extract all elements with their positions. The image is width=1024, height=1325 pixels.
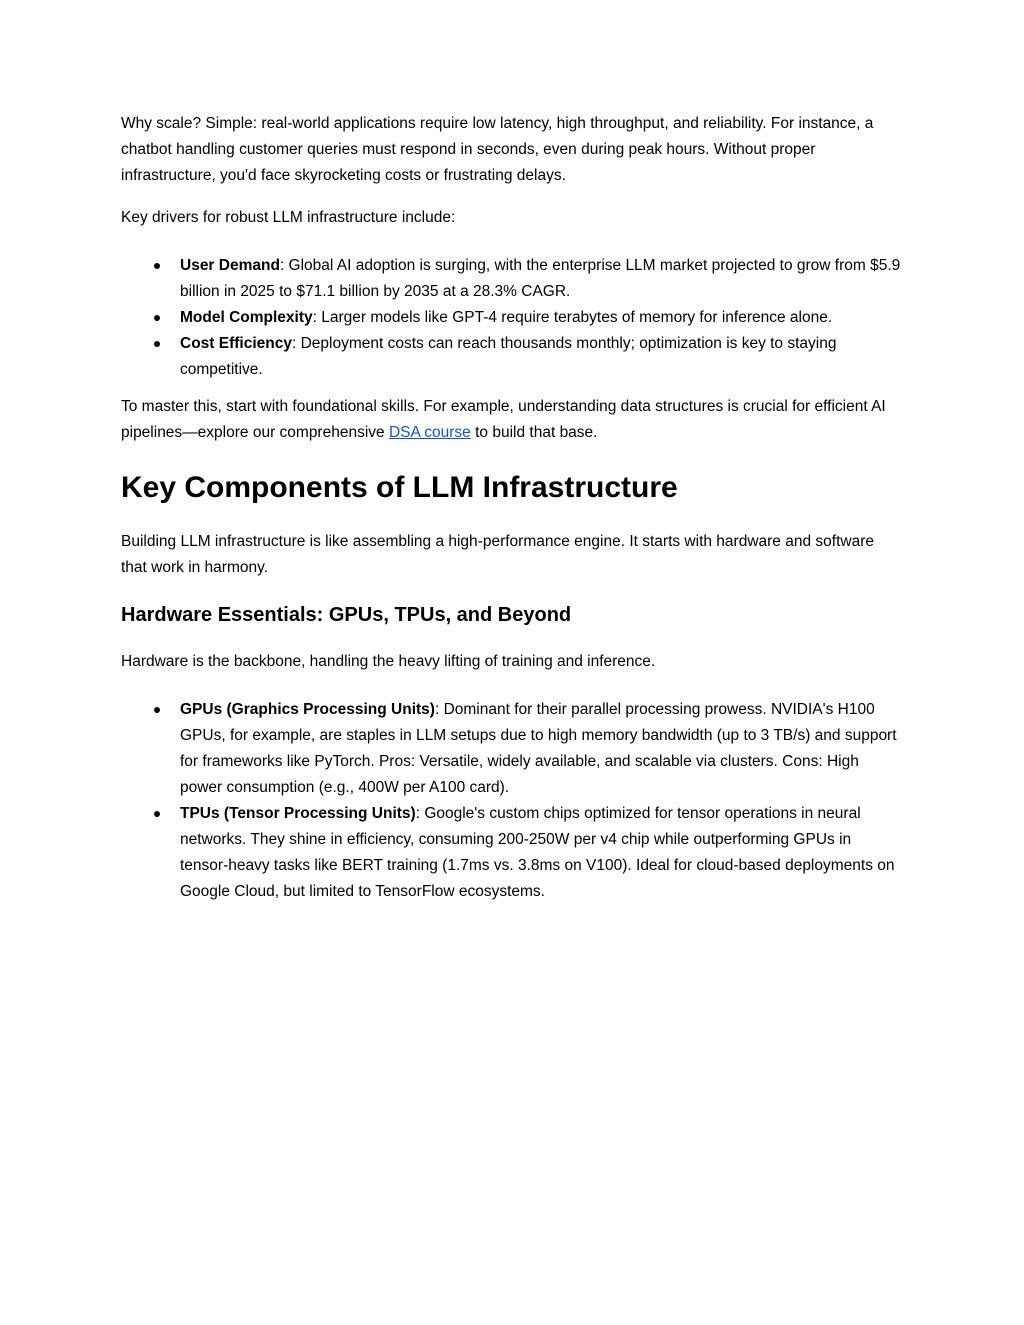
driver-bullet-list [121, 247, 903, 383]
subsection-heading-hardware-essentials: Hardware Essentials: GPUs, TPUs, and Beyond [121, 604, 572, 626]
list-item-user-demand [180, 253, 903, 305]
bullet-text: : Google's custom chips optimized for tensor operations in neural networks. They shine in efficiency, consuming 200-250W per v4 chip while outperforming GPUs in tensor-heavy tasks like BERT training (1.7ms vs. 3.8ms on V100). Ideal for cloud-based deployments on Google Cloud, but limited to TensorFlow ecosystems. [180, 805, 895, 900]
bullet-term: TPUs (Tensor Processing Units) [180, 805, 416, 822]
paragraph-why-scale: Why scale? Simple: real-world applications require low latency, high throughput, and reliability. For instance, a chatbot handling customer queries must respond in seconds, even during peak hours. Without proper infrastructure, you'd face skyrocketing costs or frustrating delays. [121, 115, 874, 184]
list-item-model-complexity [180, 305, 903, 331]
section-heading-key-components: Key Components of LLM Infrastructure [121, 471, 678, 504]
bullet-text: : Larger models like GPT-4 require terabytes of memory for inference alone. [312, 309, 833, 326]
bullet-term: Model Complexity [180, 309, 313, 326]
bullet-text: : Global AI adoption is surging, with the enterprise LLM market projected to grow from $5.9 billion in 2025 to $71.1 billion by 2035 at a 28.3% CAGR. [180, 257, 901, 300]
list-item-cost-efficiency [180, 331, 903, 383]
paragraph-key-drivers: Key drivers for robust LLM infrastructure include: [121, 209, 456, 226]
paragraph-hardware-backbone: Hardware is the backbone, handling the heavy lifting of training and inference. [121, 653, 656, 670]
paragraph-text: To master this, start with foundational skills. For example, understanding data structures is crucial for efficient AI pipelines—explore our comprehensive [121, 398, 886, 441]
list-item-tpus [180, 801, 903, 905]
hardware-bullet-list [121, 691, 903, 905]
paragraph-master-this [121, 394, 903, 446]
bullet-text: : Deployment costs can reach thousands monthly; optimization is key to staying competitive. [180, 335, 837, 378]
list-item-gpus [180, 697, 903, 801]
bullet-term: GPUs (Graphics Processing Units) [180, 701, 435, 718]
paragraph-text: to build that base. [470, 424, 598, 441]
paragraph-building-llm: Building LLM infrastructure is like assembling a high-performance engine. It starts with hardware and software that work in harmony. [121, 533, 874, 576]
bullet-term: User Demand [180, 257, 280, 274]
dsa-course-link[interactable]: DSA course [388, 424, 471, 441]
bullet-text: : Dominant for their parallel processing prowess. NVIDIA's H100 GPUs, for example, are staples in LLM setups due to high memory bandwidth (up to 3 TB/s) and support for frameworks like PyTorch. Pros: Versatile, widely available, and scalable via clusters. Cons: High power consumption (e.g., 400W per A100 card). [180, 701, 897, 796]
bullet-term: Cost Efficiency [180, 335, 292, 352]
